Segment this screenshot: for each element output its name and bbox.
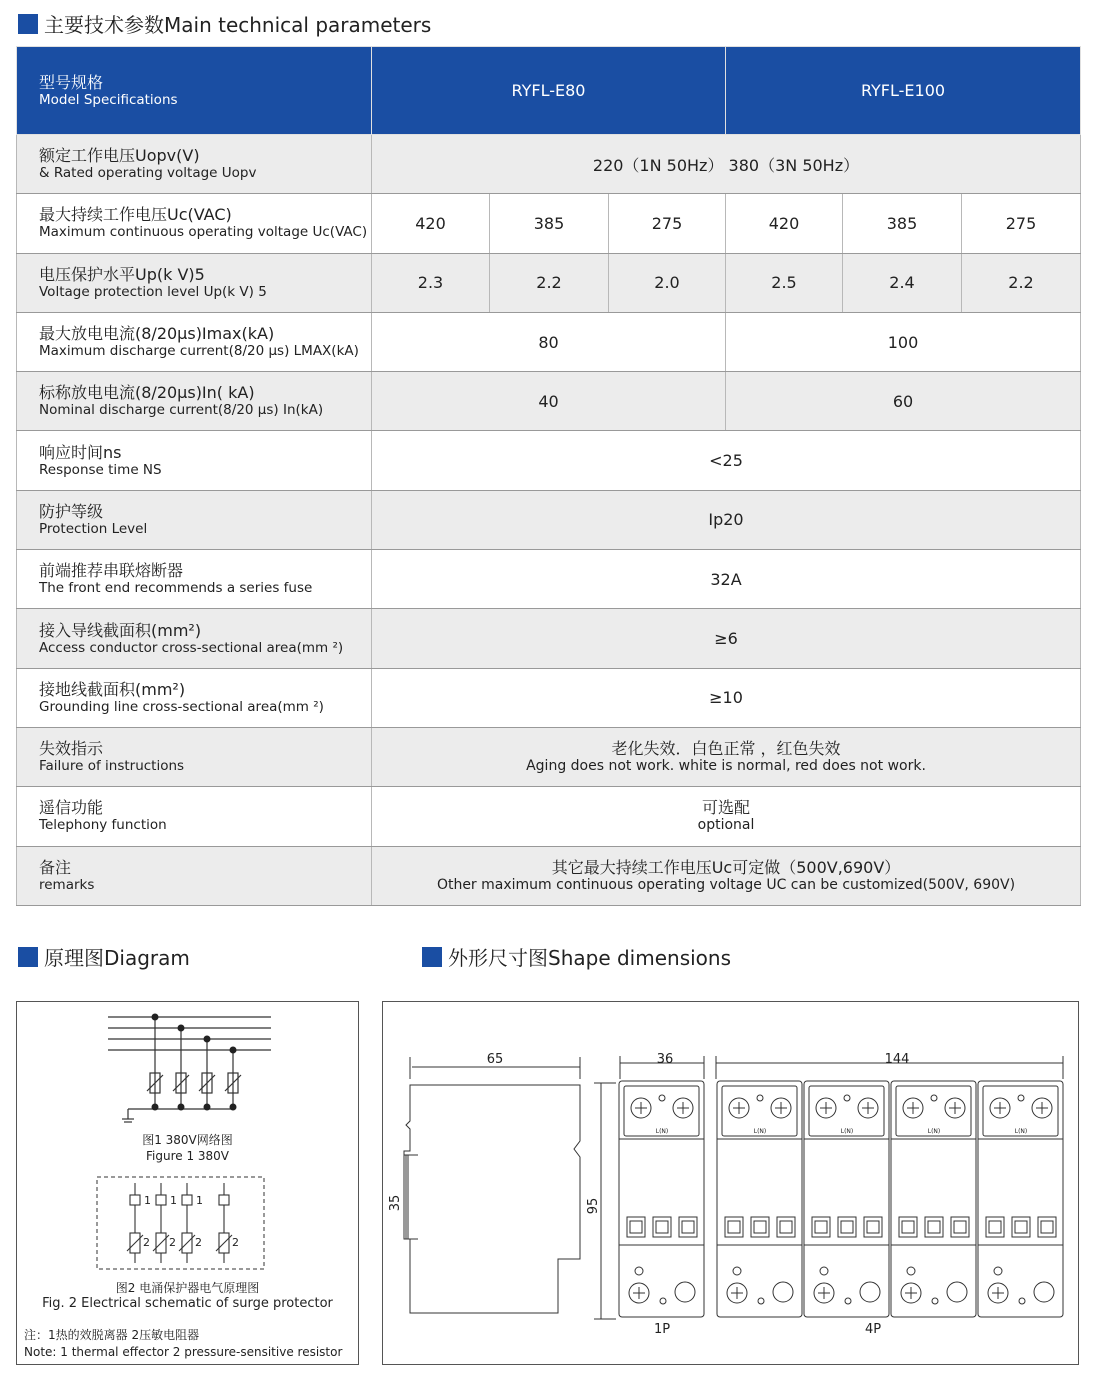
- remote-contact-icon: [860, 1282, 880, 1302]
- svg-text:4P: 4P: [864, 1322, 882, 1337]
- row-value: 420: [726, 194, 843, 253]
- row-value: ≥10: [372, 668, 1081, 727]
- spd-module: [804, 1081, 889, 1317]
- row-value: 100: [726, 312, 1081, 371]
- spd-module: [891, 1081, 976, 1317]
- row-value: 420: [372, 194, 490, 253]
- row-label: 接地线截面积(mm²) Grounding line cross-sectional area(mm ²): [17, 668, 372, 727]
- remote-contact-icon: [947, 1282, 967, 1302]
- svg-text:1P: 1P: [653, 1322, 671, 1337]
- shape-dimensions-figure: [382, 1001, 1079, 1365]
- figure2-caption: 图2 电涌保护器电气原理图 Fig. 2 Electrical schematic of surge protector: [42, 1281, 333, 1311]
- table-row: [17, 668, 1081, 727]
- figure1-caption: 图1 380V网络图 Figure 1 380V: [142, 1133, 233, 1163]
- svg-text:2: 2: [143, 1236, 150, 1249]
- row-value: 老化失效．白色正常 ，红色失效 Aging does not work. white is normal, red does not work.: [372, 727, 1081, 786]
- svg-text:2: 2: [195, 1236, 202, 1249]
- row-label: 防护等级 Protection Level: [17, 490, 372, 549]
- module-label: L(N): [753, 1128, 767, 1135]
- table-row: [17, 787, 1081, 846]
- section-title-shape: 外形尺寸图Shape dimensions: [422, 942, 731, 971]
- row-value: 220（1N 50Hz） 380（3N 50Hz）: [372, 135, 1081, 194]
- table-row: [17, 490, 1081, 549]
- header-col-e100: RYFL-E100: [726, 47, 1081, 135]
- row-label: 响应时间ns Response time NS: [17, 431, 372, 490]
- header-model-spec: 型号规格 Model Specifications: [17, 47, 372, 135]
- svg-text:144: 144: [884, 1052, 910, 1067]
- row-value: 275: [609, 194, 726, 253]
- row-label: 遥信功能 Telephony function: [17, 787, 372, 846]
- row-value: 2.2: [962, 253, 1081, 312]
- module-label: L(N): [1014, 1128, 1028, 1135]
- diagram-note: 注：1热的效脱离器 2压敏电阻器 Note: 1 thermal effector 2 pressure-sensitive resistor: [24, 1328, 343, 1359]
- svg-text:65: 65: [486, 1052, 504, 1067]
- spd-module: [978, 1081, 1063, 1317]
- table-row: [17, 846, 1081, 905]
- section-title-text: 主要技术参数Main technical parameters: [44, 13, 432, 37]
- row-value: 60: [726, 372, 1081, 431]
- row-label: 前端推荐串联熔断器 The front end recommends a series fuse: [17, 550, 372, 609]
- row-label: 接入导线截面积(mm²) Access conductor cross-sectional area(mm ²): [17, 609, 372, 668]
- module-label: L(N): [927, 1128, 941, 1135]
- table-row: [17, 727, 1081, 786]
- row-value: <25: [372, 431, 1081, 490]
- spd-module: [619, 1081, 704, 1317]
- row-value: 其它最大持续工作电压Uc可定做（500V,690V） Other maximum continuous operating voltage UC can be customized(500V, 690V): [372, 846, 1081, 905]
- svg-text:1: 1: [196, 1194, 203, 1207]
- row-value: 2.2: [490, 253, 609, 312]
- row-label: 最大放电电流(8/20μs)Imax(kA) Maximum discharge current(8/20 μs) LMAX(kA): [17, 312, 372, 371]
- parameters-table: [16, 46, 1081, 906]
- row-value: 2.5: [726, 253, 843, 312]
- table-header-row: [17, 47, 1081, 135]
- svg-text:2: 2: [232, 1236, 239, 1249]
- svg-text:1: 1: [170, 1194, 177, 1207]
- spd-module: [717, 1081, 802, 1317]
- row-label: 额定工作电压Uopv(V) & Rated operating voltage Uopv: [17, 135, 372, 194]
- row-label: 最大持续工作电压Uc(VAC) Maximum continuous operating voltage Uc(VAC): [17, 194, 372, 253]
- remote-contact-icon: [1034, 1282, 1054, 1302]
- remote-contact-icon: [675, 1282, 695, 1302]
- header-col-e80: RYFL-E80: [372, 47, 726, 135]
- table-row: [17, 135, 1081, 194]
- ground-icon: [635, 1267, 643, 1275]
- section-title-parameters: [18, 9, 431, 38]
- section-marker-icon: [18, 14, 38, 34]
- row-value: 385: [490, 194, 609, 253]
- table-row: [17, 372, 1081, 431]
- row-value: 2.3: [372, 253, 490, 312]
- row-value: 2.0: [609, 253, 726, 312]
- table-row: [17, 194, 1081, 253]
- table-row: [17, 312, 1081, 371]
- row-value: 275: [962, 194, 1081, 253]
- row-value: 2.4: [843, 253, 962, 312]
- ground-icon: [820, 1267, 828, 1275]
- svg-text:2: 2: [169, 1236, 176, 1249]
- table-row: [17, 253, 1081, 312]
- row-label: 电压保护水平Up(k V)5 Voltage protection level Up(k V) 5: [17, 253, 372, 312]
- svg-text:36: 36: [656, 1052, 674, 1067]
- module-label: L(N): [840, 1128, 854, 1135]
- row-value: 40: [372, 372, 726, 431]
- table-row: [17, 609, 1081, 668]
- section-marker-icon: [422, 947, 442, 967]
- row-value: ≥6: [372, 609, 1081, 668]
- table-row: [17, 550, 1081, 609]
- row-value: Ip20: [372, 490, 1081, 549]
- ground-icon: [907, 1267, 915, 1275]
- svg-text:95: 95: [586, 1197, 601, 1215]
- table-row: [17, 431, 1081, 490]
- row-value: 80: [372, 312, 726, 371]
- section-title-diagram: 原理图Diagram: [18, 942, 190, 971]
- row-label: 失效指示 Failure of instructions: [17, 727, 372, 786]
- row-label: 备注 remarks: [17, 846, 372, 905]
- ground-icon: [994, 1267, 1002, 1275]
- svg-text:35: 35: [388, 1194, 403, 1212]
- row-value: 可选配 optional: [372, 787, 1081, 846]
- row-label: 标称放电电流(8/20μs)In( kA) Nominal discharge current(8/20 μs) In(kA): [17, 372, 372, 431]
- row-value: 32A: [372, 550, 1081, 609]
- ground-icon: [733, 1267, 741, 1275]
- row-value: 385: [843, 194, 962, 253]
- module-label: L(N): [655, 1128, 669, 1135]
- remote-contact-icon: [773, 1282, 793, 1302]
- svg-text:1: 1: [144, 1194, 151, 1207]
- section-marker-icon: [18, 947, 38, 967]
